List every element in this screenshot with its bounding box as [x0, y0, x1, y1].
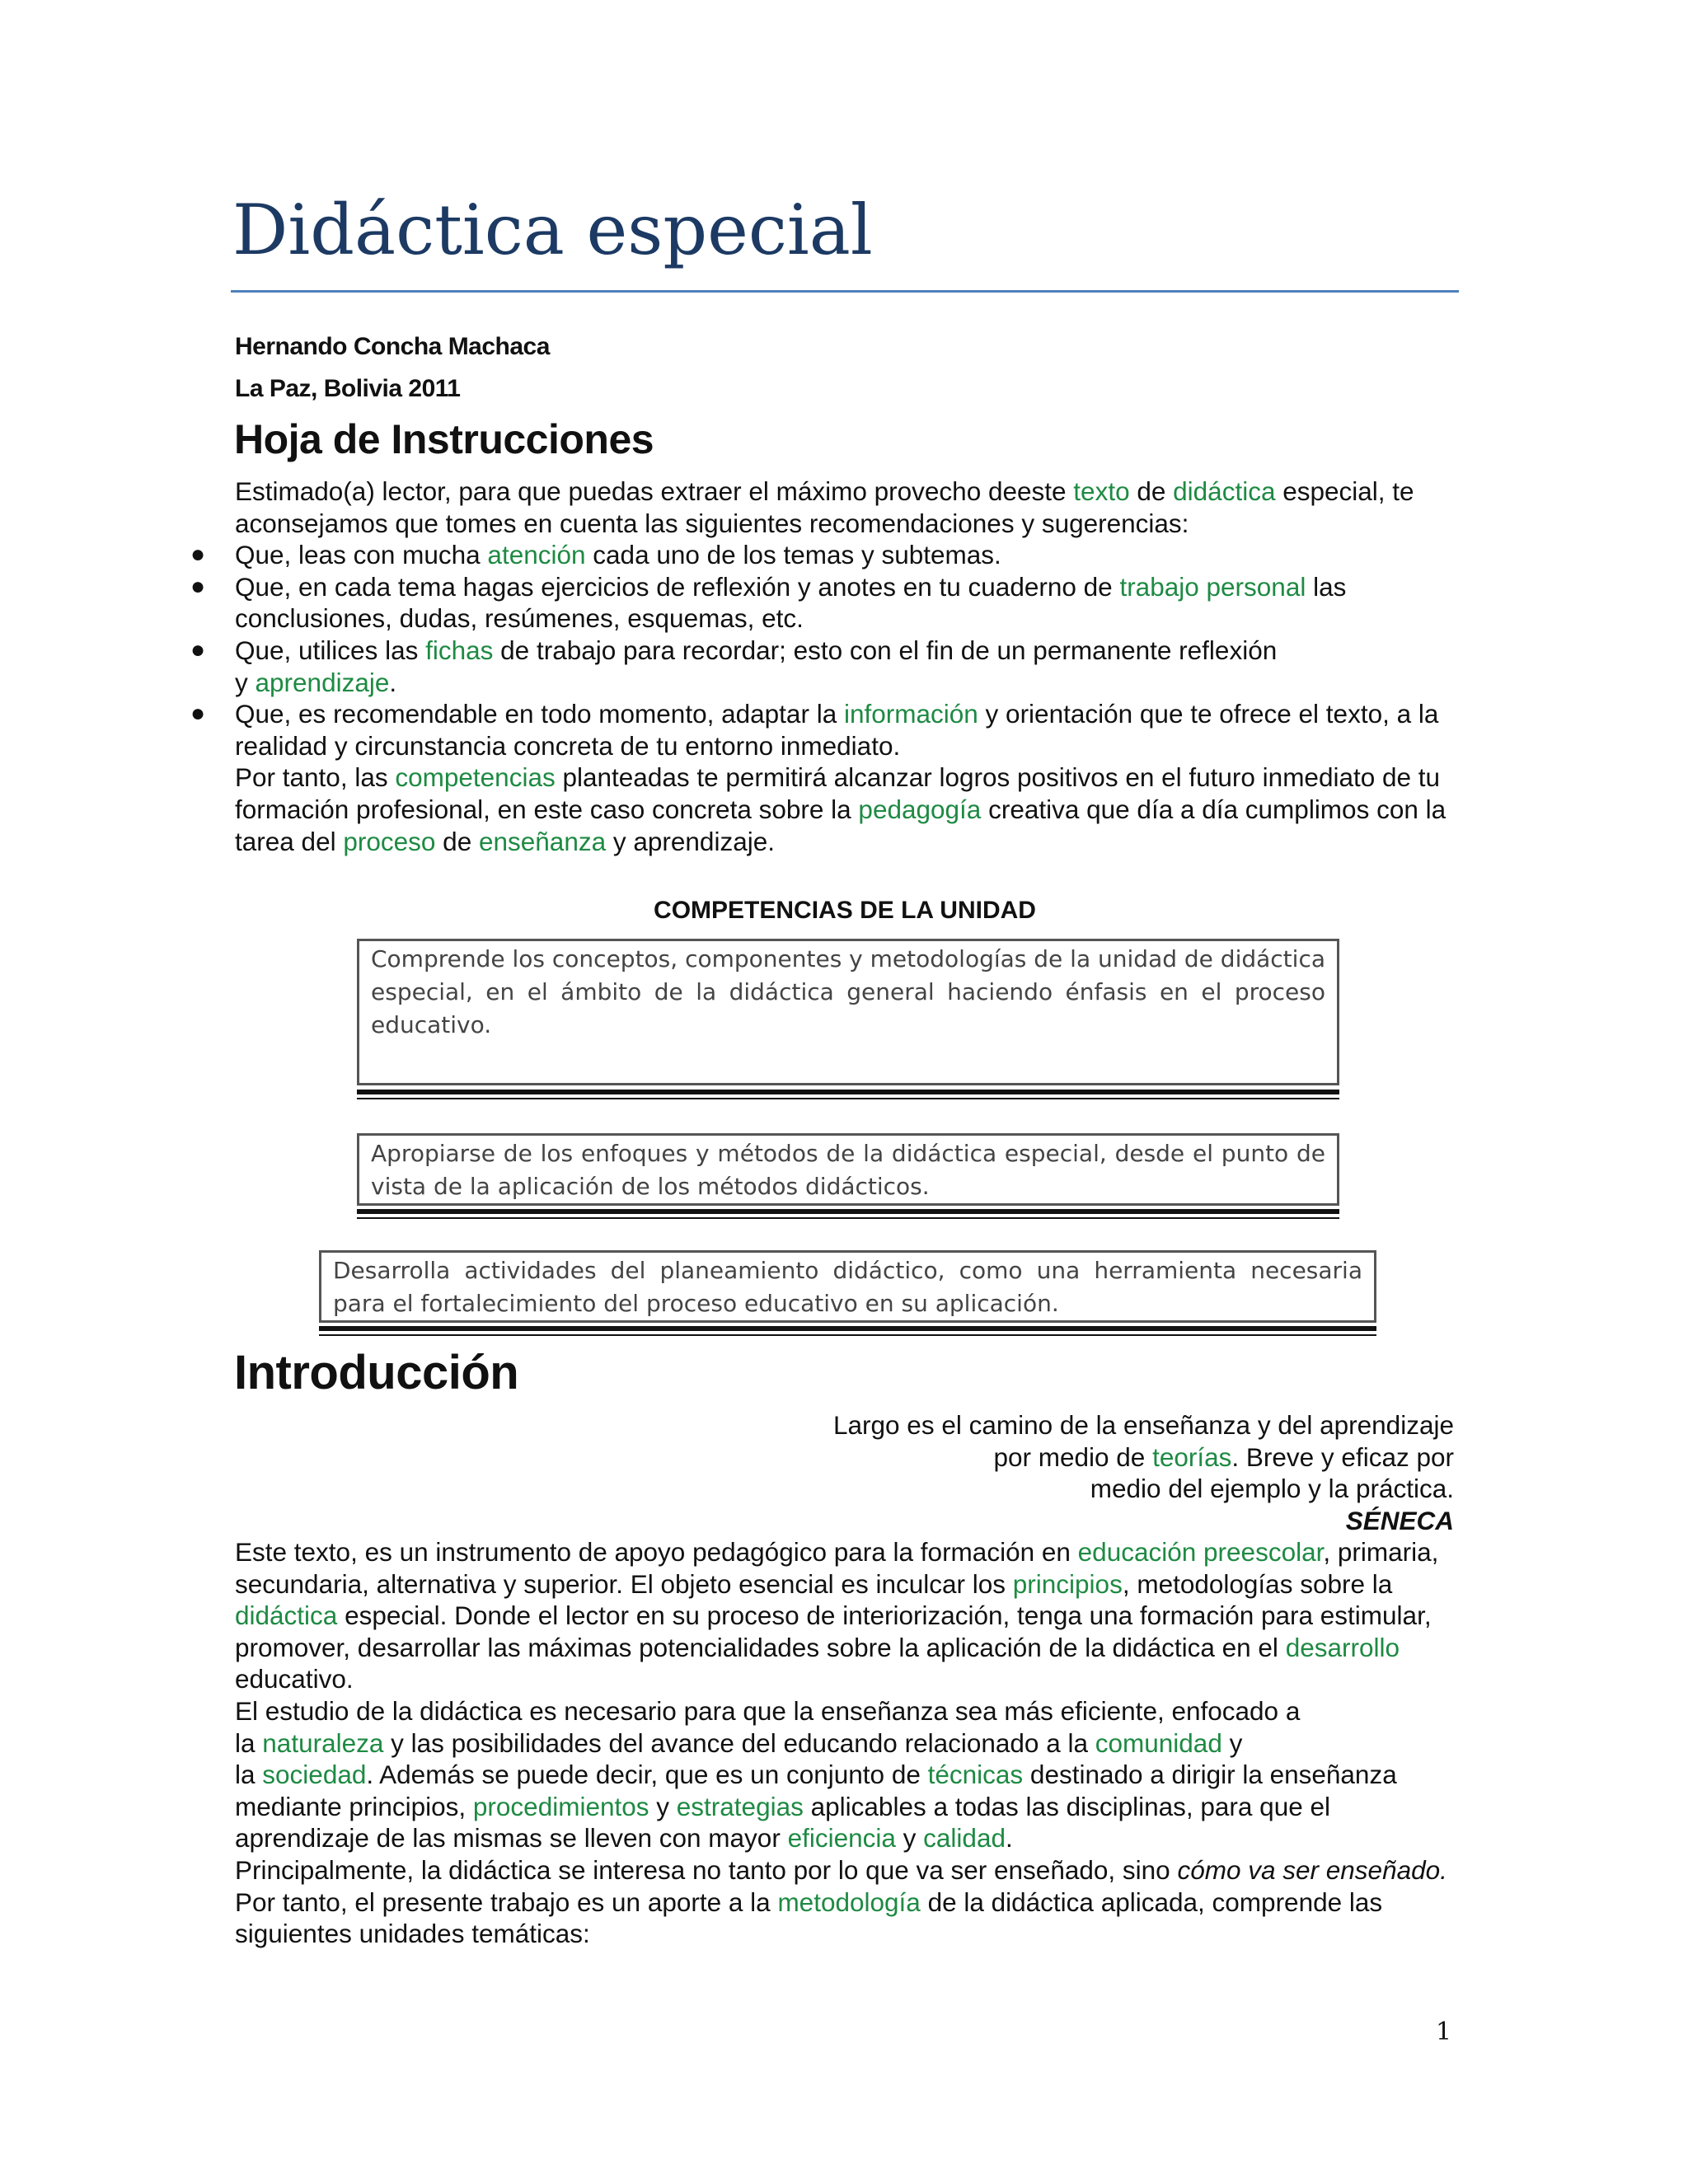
inline-link[interactable]: estrategias — [676, 1791, 804, 1821]
instructions-section — [190, 476, 1455, 857]
inline-link[interactable]: técnicas — [927, 1760, 1024, 1790]
text-run: Que, utilices las — [235, 635, 426, 665]
text-run: y — [235, 667, 256, 697]
list-item — [190, 698, 1455, 762]
paragraph — [235, 1536, 1455, 1695]
text-run: Principalmente, la didáctica se interesa no tanto por lo que va ser enseñado, sino — [235, 1854, 1178, 1885]
text-run: , metodologías sobre la — [1122, 1568, 1393, 1599]
inline-link[interactable]: proceso — [343, 826, 436, 856]
text-run: de trabajo para recordar; esto con el fin de un permanente reflexión — [493, 635, 1278, 665]
inline-link[interactable]: didáctica — [235, 1601, 338, 1631]
author-name: Hernando Concha Machaca — [235, 333, 550, 360]
box-divider — [319, 1326, 1376, 1331]
text-run: especial. Donde el lector en su proceso de interiorización, tenga una formación para estimular, promover, desarrollar las máximas potencialidades sobre la aplicación de la didáctica en el — [235, 1601, 1432, 1662]
text-run: y aprendizaje. — [606, 826, 775, 856]
paragraph — [235, 1695, 1455, 1854]
quote-line — [833, 1409, 1454, 1441]
inline-link[interactable]: atención — [487, 540, 586, 570]
box-divider — [357, 1217, 1339, 1219]
text-run: y — [649, 1791, 677, 1821]
text-run: medio del ejemplo y la práctica. — [1090, 1474, 1454, 1504]
text-run: de la didáctica aplicada, comprende las siguientes unidades temáticas: — [235, 1886, 1383, 1949]
introduccion-body — [235, 1536, 1455, 1950]
competency-box-3 — [319, 1250, 1376, 1323]
text-run: El estudio de la didáctica es necesario para que la enseñanza sea más eficiente, enfocado a — [235, 1695, 1301, 1726]
instructions-closing — [235, 762, 1455, 857]
inline-link[interactable]: eficiencia — [787, 1823, 896, 1854]
bullet-icon: ● — [190, 541, 206, 569]
list-item — [190, 635, 1455, 698]
text-run: Por tanto, el presente trabajo es un aporte a la — [235, 1886, 778, 1917]
inline-link[interactable]: texto — [1073, 476, 1130, 506]
text-run: por medio de — [993, 1441, 1153, 1472]
text-run: este — [1017, 476, 1074, 506]
inline-link[interactable]: trabajo personal — [1119, 571, 1306, 602]
inline-link[interactable]: pedagogía — [858, 794, 982, 824]
text-run: de — [435, 826, 479, 856]
text-run: especial, te aconsejamos que tomes en cuenta las siguientes recomendaciones y sugerencias: — [235, 476, 1414, 538]
instructions-intro — [235, 476, 1455, 539]
text-run: y — [895, 1823, 924, 1854]
inline-link[interactable]: metodología — [777, 1886, 921, 1917]
paragraph — [235, 1854, 1455, 1886]
inline-link[interactable]: didáctica — [1173, 476, 1276, 506]
quote-line — [833, 1441, 1454, 1474]
text-run: aplicables a todas las disciplinas, para que el aprendizaje de las mismas se lleven con mayor — [235, 1791, 1331, 1854]
box-divider — [357, 1090, 1339, 1094]
text-run: y las posibilidades del avance del educando relacionado a la — [383, 1727, 1095, 1758]
inline-link[interactable]: comunidad — [1095, 1727, 1222, 1758]
instructions-heading: Hoja de Instrucciones — [234, 416, 654, 462]
text-run: la — [235, 1727, 263, 1758]
quote-line — [833, 1473, 1454, 1505]
inline-link[interactable]: información — [843, 699, 978, 729]
text-run: Que, en cada tema hagas ejercicios de reflexión y anotes en tu cuaderno de — [235, 571, 1120, 602]
text-run: la — [235, 1760, 263, 1790]
competency-text: Apropiarse de los enfoques y métodos de la didáctica especial, desde el punto de vista de la aplicación de los métodos didácticos. — [371, 1140, 1325, 1200]
place-date: La Paz, Bolivia 2011 — [235, 375, 461, 402]
list-item — [190, 571, 1455, 635]
document-title: Didáctica especial — [232, 190, 873, 270]
competency-text: Desarrolla actividades del planeamiento didáctico, como una herramienta necesaria para el fortalecimiento del proceso educativo en su aplicación. — [333, 1257, 1362, 1317]
text-run: . — [1005, 1823, 1013, 1854]
text-run: de — [1129, 476, 1174, 506]
text-run: creativa que día a día cumplimos con la tarea del — [235, 794, 1447, 856]
competency-box-2 — [357, 1133, 1339, 1206]
page-number: 1 — [1436, 2018, 1452, 2046]
text-run: y orientación que te ofrece el texto, a la realidad y circunstancia concreta de tu entorno inmediato. — [235, 699, 1439, 761]
list-item — [190, 539, 1455, 571]
inline-link[interactable]: fichas — [425, 635, 494, 665]
inline-link[interactable]: aprendizaje — [255, 667, 390, 697]
text-run: , primaria, secundaria, alternativa y superior. El objeto esencial es inculcar los — [235, 1537, 1439, 1599]
text-run: . — [389, 667, 397, 697]
epigraph-quote — [833, 1409, 1454, 1536]
inline-link[interactable]: enseñanza — [478, 826, 607, 856]
bullet-icon: ● — [190, 635, 206, 663]
inline-link[interactable]: principios — [1012, 1568, 1123, 1599]
text-run: Largo es el camino de la enseñanza y del aprendizaje — [832, 1410, 1454, 1440]
text-run: Que, es recomendable en todo momento, adaptar la — [235, 699, 844, 729]
text-run: las conclusiones, dudas, resúmenes, esquemas, etc. — [235, 571, 1347, 634]
emphasis-text: cómo va ser enseñado. — [1177, 1854, 1447, 1885]
introduccion-heading: Introducción — [234, 1346, 519, 1399]
text-run: planteadas te permitirá alcanzar logros positivos en el futuro inmediato de tu formación profesional, en este caso concreta sobre la — [235, 762, 1441, 824]
text-run: Por tanto, las — [235, 762, 396, 793]
inline-link[interactable]: teorías — [1152, 1441, 1232, 1472]
paragraph — [235, 1886, 1455, 1950]
inline-link[interactable]: educación preescolar — [1077, 1537, 1324, 1567]
box-divider — [357, 1098, 1339, 1099]
box-divider — [319, 1334, 1376, 1336]
instructions-list — [190, 539, 1455, 762]
text-run: Que, leas con mucha — [235, 540, 488, 570]
title-underline — [231, 290, 1459, 293]
competencias-heading: COMPETENCIAS DE LA UNIDAD — [654, 897, 1036, 924]
inline-link[interactable]: desarrollo — [1285, 1632, 1400, 1662]
text-run: cada uno de los temas y subtemas. — [585, 540, 1001, 570]
box-divider — [357, 1209, 1339, 1214]
text-run: y — [1221, 1727, 1243, 1758]
text-run: Este texto, es un instrumento de apoyo pedagógico para la formación en — [235, 1537, 1078, 1567]
bullet-icon: ● — [190, 572, 206, 600]
competency-text: Comprende los conceptos, componentes y metodologías de la unidad de didáctica especial, en el ámbito de la didáctica general haciendo énfasis en el proceso educativo. — [371, 945, 1325, 1038]
text-run: . Además se puede decir, que es un conjunto de — [366, 1760, 928, 1790]
text-run: educativo. — [235, 1664, 354, 1694]
text-run: . Breve y eficaz por — [1231, 1441, 1454, 1472]
bullet-icon: ● — [190, 700, 206, 728]
text-run: destinado a dirigir la enseñanza mediante principios, — [235, 1760, 1397, 1821]
quote-author: SÉNECA — [1345, 1505, 1454, 1535]
inline-link[interactable]: sociedad — [262, 1760, 367, 1790]
competency-box-1 — [357, 939, 1339, 1085]
inline-link[interactable]: naturaleza — [262, 1727, 384, 1758]
inline-link[interactable]: competencias — [395, 762, 556, 793]
inline-link[interactable]: calidad — [923, 1823, 1006, 1854]
text-run: Estimado(a) lector, para que puedas extraer el máximo provecho de — [235, 476, 1017, 506]
inline-link[interactable]: procedimientos — [472, 1791, 649, 1821]
